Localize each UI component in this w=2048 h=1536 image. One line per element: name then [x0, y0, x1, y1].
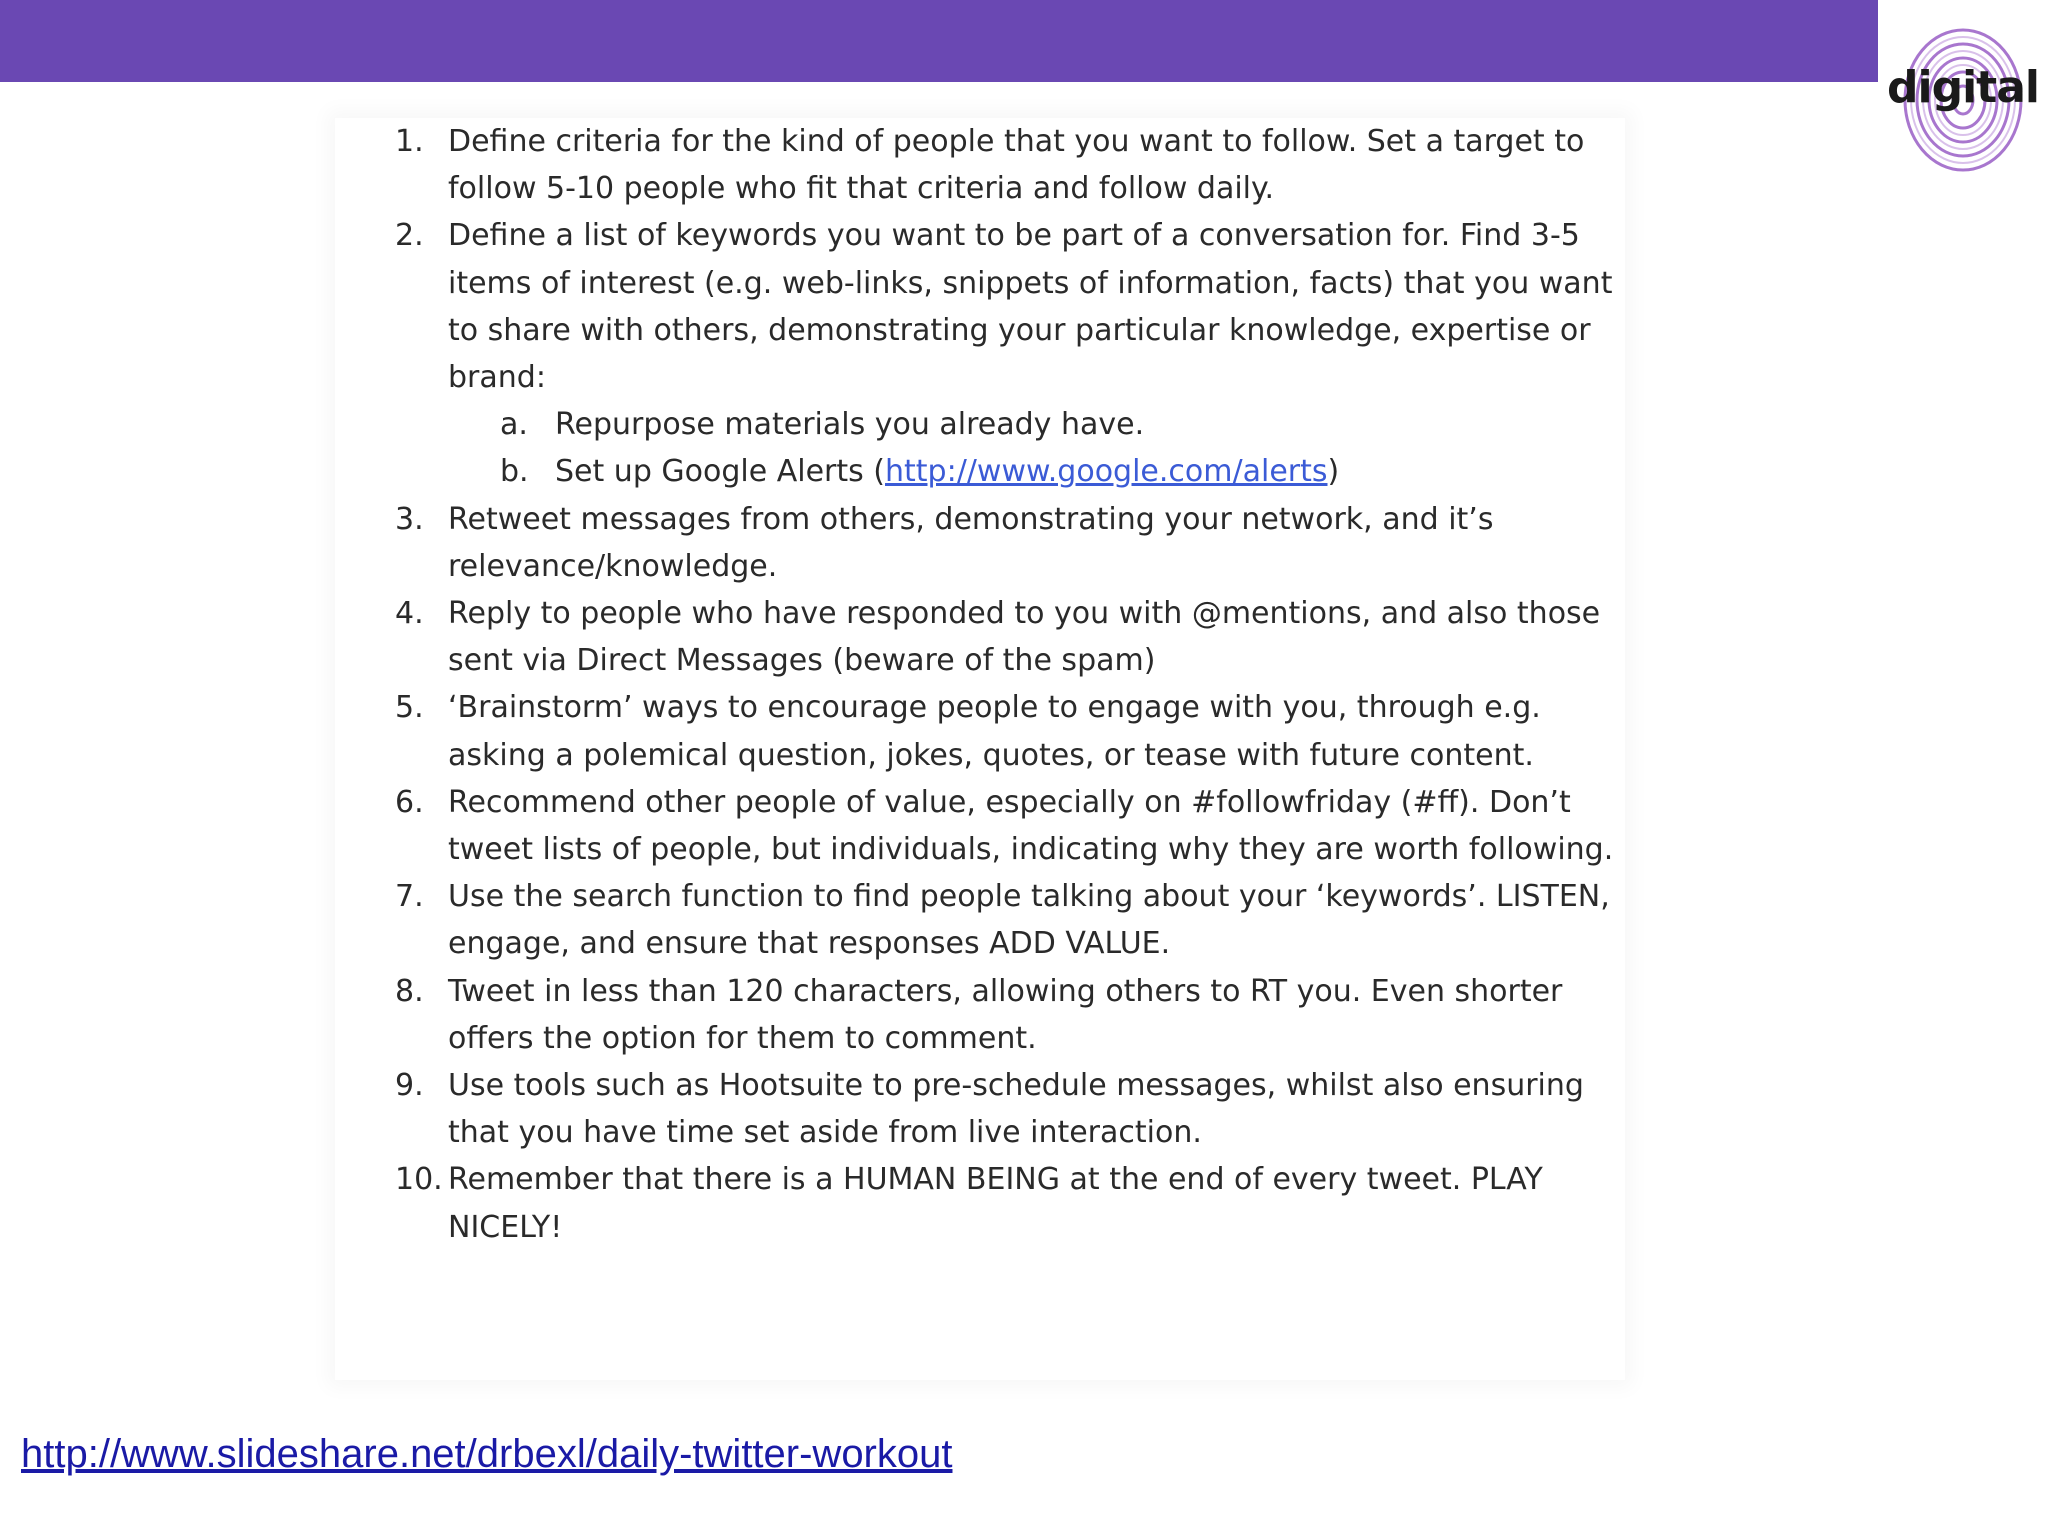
item-number: 8. [395, 973, 424, 1009]
source-link[interactable]: http://www.slideshare.net/drbexl/daily-twitter-workout [21, 1432, 953, 1476]
item-text: Define criteria for the kind of people that you want to follow. Set a target to follow 5-10 people who fit that criteria and follow daily. [448, 124, 1585, 207]
digital-logo [1878, 0, 2048, 195]
sub-item-letter: a. [500, 407, 528, 443]
item-text: ‘Brainstorm’ ways to encourage people to engage with you, through e.g. asking a polemical question, jokes, quotes, or tease with future content. [448, 690, 1541, 773]
header-bar [0, 0, 1878, 82]
logo-text: digital [1887, 62, 2039, 113]
item-text: Remember that there is a HUMAN BEING at the end of every tweet. PLAY NICELY! [448, 1162, 1543, 1245]
list-item [395, 118, 1615, 212]
sub-item-text: Repurpose materials you already have. [555, 407, 1145, 443]
item-text: Tweet in less than 120 characters, allowing others to RT you. Even shorter offers the option for them to comment. [448, 973, 1563, 1056]
item-number: 5. [395, 690, 424, 726]
item-number: 1. [395, 124, 424, 159]
item-number: 7. [395, 879, 424, 915]
item-number: 9. [395, 1068, 424, 1104]
item-number: 10. [395, 1162, 443, 1198]
list-item [395, 496, 1615, 590]
item-number: 2. [395, 218, 424, 254]
list-item [395, 212, 1615, 401]
item-number: 4. [395, 596, 424, 632]
sub-item-text-end: ) [1327, 454, 1340, 490]
list-item [395, 1156, 1615, 1250]
list-item [395, 968, 1615, 1062]
sub-list-item [395, 448, 1615, 495]
document-image [335, 118, 1625, 1380]
item-text: Retweet messages from others, demonstrating your network, and it’s relevance/knowledge. [448, 501, 1494, 584]
item-number: 6. [395, 784, 424, 820]
item-text: Recommend other people of value, especially on #followfriday (#ff). Don’t tweet lists of people, but individuals, indicating why they are worth following. [448, 784, 1614, 868]
google-alerts-link[interactable]: http://www.google.com/alerts [885, 454, 1328, 490]
sub-list-item [395, 401, 1615, 448]
workout-list [395, 118, 1615, 1251]
item-text: Use the search function to find people talking about your ‘keywords’. LISTEN, engage, and ensure that responses ADD VALUE. [448, 879, 1610, 962]
item-number: 3. [395, 501, 424, 537]
list-item [395, 1062, 1615, 1156]
list-item [395, 779, 1615, 873]
list-item [395, 590, 1615, 684]
item-text: Use tools such as Hootsuite to pre-schedule messages, whilst also ensuring that you have time set aside from live interaction. [448, 1068, 1584, 1151]
item-text: Define a list of keywords you want to be part of a conversation for. Find 3-5 items of interest (e.g. web-links, snippets of information, facts) that you want to share with others, demonstrating your particular knowledge, expertise or brand: [448, 218, 1613, 396]
sub-item-text: Set up Google Alerts ( [555, 454, 885, 490]
list-item [395, 873, 1615, 967]
sub-item-letter: b. [500, 454, 529, 490]
list-item [395, 684, 1615, 778]
item-text: Reply to people who have responded to you with @mentions, and also those sent via Direct Messages (beware of the spam) [448, 596, 1601, 679]
